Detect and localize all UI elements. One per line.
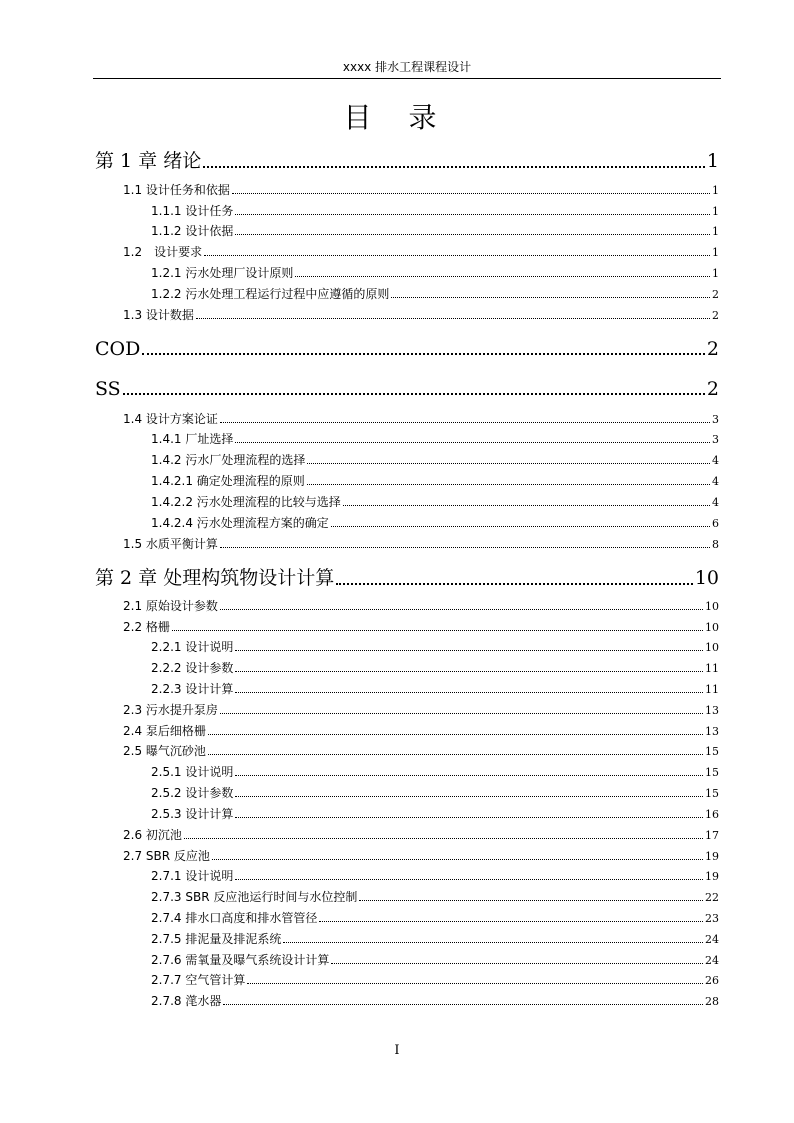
- toc-entry-label: 第 1 章 绪论: [95, 150, 202, 172]
- toc-entry[interactable]: [151, 493, 719, 510]
- toc-entry-label: 2.1 原始设计参数: [123, 599, 218, 613]
- toc-entry[interactable]: [151, 784, 719, 801]
- toc-entry[interactable]: [151, 951, 719, 968]
- toc-entry-page: 10: [705, 641, 719, 654]
- toc-leader-dots: [331, 963, 703, 964]
- toc-leader-dots: [235, 671, 703, 672]
- toc-leader-dots: [196, 318, 710, 319]
- toc-entry-page: 6: [712, 517, 719, 530]
- toc-leader-dots: [247, 983, 703, 984]
- toc-entry-label: 1.4.2.2 污水处理流程的比较与选择: [151, 495, 341, 509]
- toc-entry-label: 2.5 曝气沉砂池: [123, 744, 206, 758]
- toc-entry-label: 2.5.2 设计参数: [151, 786, 234, 800]
- toc-entry-label: 1.3 设计数据: [123, 308, 194, 322]
- toc-entry-label: 1.4.1 厂址选择: [151, 432, 234, 446]
- toc-entry[interactable]: [123, 597, 719, 614]
- toc-leader-dots: [220, 422, 710, 423]
- toc-entry-label: 1.4.2.1 确定处理流程的原则: [151, 474, 305, 488]
- toc-entry-label: 1.2.1 污水处理厂设计原则: [151, 266, 294, 280]
- toc-entry-label: 1.1 设计任务和依据: [123, 183, 230, 197]
- toc-entry-page: 28: [705, 995, 719, 1008]
- toc-leader-dots: [232, 193, 710, 194]
- toc-entry-page: 1: [712, 225, 719, 238]
- toc-entry-page: 16: [705, 808, 719, 821]
- toc-entry[interactable]: [151, 888, 719, 905]
- toc-leader-dots: [235, 234, 710, 235]
- toc-entry-label: 1.2 设计要求: [123, 245, 203, 259]
- toc-entry-page: 1: [712, 205, 719, 218]
- toc-entry-label: 2.3 污水提升泵房: [123, 703, 218, 717]
- toc-entry-page: 11: [705, 662, 719, 675]
- toc-leader-dots: [142, 353, 705, 355]
- toc-entry-label: 1.4.2.4 污水处理流程方案的确定: [151, 516, 329, 530]
- toc-entry-label: 2.7.5 排泥量及排泥系统: [151, 932, 282, 946]
- toc-leader-dots: [295, 276, 710, 277]
- toc-entry-label: 第 2 章 处理构筑物设计计算: [95, 567, 335, 589]
- toc-entry-page: 11: [705, 683, 719, 696]
- toc-entry-page: 8: [712, 538, 719, 551]
- toc-entry-label: 2.7.8 滗水器: [151, 994, 222, 1008]
- toc-entry-label: 2.7.4 排水口高度和排水管管径: [151, 911, 318, 925]
- toc-leader-dots: [172, 630, 703, 631]
- toc-entry[interactable]: [123, 181, 719, 198]
- toc-entry[interactable]: [151, 222, 719, 239]
- toc-entry-page: 4: [712, 496, 719, 509]
- toc-entry-page: 4: [712, 454, 719, 467]
- toc-entry-page: 10: [705, 600, 719, 613]
- toc-entry[interactable]: [151, 638, 719, 655]
- toc-entry[interactable]: [123, 826, 719, 843]
- toc-entry[interactable]: [123, 722, 719, 739]
- toc-entry-label: 2.5.1 设计说明: [151, 765, 234, 779]
- toc-entry-page: 13: [705, 704, 719, 717]
- toc-leader-dots: [235, 775, 703, 776]
- toc-entry[interactable]: [123, 306, 719, 323]
- toc-entry-page: 1: [712, 246, 719, 259]
- toc-leader-dots: [235, 650, 703, 651]
- toc-entry-page: 1: [712, 267, 719, 280]
- toc-entry-page: 15: [705, 766, 719, 779]
- toc-leader-dots: [235, 817, 703, 818]
- toc-entry[interactable]: [151, 971, 719, 988]
- toc-entry[interactable]: [95, 563, 719, 590]
- toc-entry-page: 10: [705, 621, 719, 634]
- page-header: xxxx 排水工程课程设计: [93, 58, 721, 79]
- toc-entry-page: 24: [705, 954, 719, 967]
- toc-entry[interactable]: [95, 338, 719, 360]
- toc-leader-dots: [307, 463, 710, 464]
- toc-entry-label: 1.1.1 设计任务: [151, 204, 234, 218]
- toc-entry[interactable]: [151, 659, 719, 676]
- toc-leader-dots: [220, 713, 703, 714]
- toc-leader-dots: [336, 583, 693, 585]
- toc-entry-page: 19: [705, 870, 719, 883]
- toc-leader-dots: [220, 547, 710, 548]
- toc-entry-label: 2.2.3 设计计算: [151, 682, 234, 696]
- toc-entry-page: 4: [712, 475, 719, 488]
- toc-entry[interactable]: [151, 763, 719, 780]
- toc-entry-label: 2.4 泵后细格栅: [123, 724, 206, 738]
- toc-entry[interactable]: [151, 930, 719, 947]
- page-number: I: [394, 1043, 400, 1058]
- toc-entry-page: 23: [705, 912, 719, 925]
- toc-leader-dots: [235, 214, 710, 215]
- toc-entry-label: 2.5.3 设计计算: [151, 807, 234, 821]
- toc-leader-dots: [123, 393, 705, 395]
- toc-entry[interactable]: [123, 701, 719, 718]
- toc-entry-label: 2.7.6 需氧量及曝气系统设计计算: [151, 953, 330, 967]
- toc-entry-label: 1.2.2 污水处理工程运行过程中应遵循的原则: [151, 287, 390, 301]
- toc-entry-page: 26: [705, 974, 719, 987]
- toc-leader-dots: [184, 838, 703, 839]
- toc-entry[interactable]: [151, 805, 719, 822]
- toc-leader-dots: [235, 796, 703, 797]
- toc-leader-dots: [391, 297, 710, 298]
- toc-entry-page: 2: [706, 338, 719, 360]
- toc-entry-label: 2.2.2 设计参数: [151, 661, 234, 675]
- toc-entry[interactable]: [123, 847, 719, 864]
- toc-leader-dots: [204, 255, 710, 256]
- toc-leader-dots: [331, 526, 710, 527]
- toc-entry[interactable]: [151, 680, 719, 697]
- toc-entry-page: 1: [712, 184, 719, 197]
- toc-entry[interactable]: [151, 430, 719, 447]
- toc-entry-label: 2.7 SBR 反应池: [123, 849, 210, 863]
- toc-entry-label: 1.5 水质平衡计算: [123, 537, 218, 551]
- toc-entry[interactable]: [151, 202, 719, 219]
- toc-entry-label: 1.4.2 污水厂处理流程的选择: [151, 453, 306, 467]
- toc-entry-label: COD: [95, 338, 141, 360]
- toc-entry[interactable]: [95, 378, 719, 400]
- toc-entry-label: 1.1.2 设计依据: [151, 224, 234, 238]
- toc-entry-label: 1.4 设计方案论证: [123, 412, 218, 426]
- toc-leader-dots: [235, 692, 703, 693]
- toc-entry-page: 3: [712, 413, 719, 426]
- toc-entry[interactable]: [123, 243, 719, 260]
- toc-entry[interactable]: [151, 514, 719, 531]
- toc-entry-label: 2.7.1 设计说明: [151, 869, 234, 883]
- toc-entry-page: 19: [705, 850, 719, 863]
- toc-entry[interactable]: [123, 742, 719, 759]
- toc-leader-dots: [283, 942, 703, 943]
- toc-entry[interactable]: [123, 535, 719, 552]
- toc-entry[interactable]: [151, 867, 719, 884]
- toc-entry-label: SS: [95, 378, 121, 400]
- toc-entry-label: 2.2.1 设计说明: [151, 640, 234, 654]
- toc-entry-page: 3: [712, 433, 719, 446]
- toc-entry[interactable]: [151, 451, 719, 468]
- toc-entry[interactable]: [95, 146, 719, 173]
- toc-leader-dots: [235, 879, 703, 880]
- toc-entry-page: 2: [712, 309, 719, 322]
- toc-entry-page: 10: [694, 567, 719, 589]
- toc-entry[interactable]: [151, 472, 719, 489]
- toc-entry-page: 2: [712, 288, 719, 301]
- toc-leader-dots: [319, 921, 703, 922]
- toc-entry-label: 2.7.3 SBR 反应池运行时间与水位控制: [151, 890, 358, 904]
- page-title: 目 录: [343, 101, 451, 134]
- toc-entry-page: 13: [705, 725, 719, 738]
- toc-leader-dots: [203, 166, 705, 168]
- toc-entry[interactable]: [123, 618, 719, 635]
- toc-entry[interactable]: [151, 992, 719, 1009]
- toc-entry[interactable]: [151, 264, 719, 281]
- toc-entry-page: 2: [706, 378, 719, 400]
- toc-leader-dots: [212, 859, 703, 860]
- toc-leader-dots: [223, 1004, 703, 1005]
- toc-entry-label: 2.2 格栅: [123, 620, 170, 634]
- toc-entry-label: 2.7.7 空气管计算: [151, 973, 246, 987]
- toc-entry-page: 22: [705, 891, 719, 904]
- toc-leader-dots: [343, 505, 710, 506]
- toc-leader-dots: [208, 734, 703, 735]
- toc-leader-dots: [208, 754, 703, 755]
- toc-entry-page: 15: [705, 787, 719, 800]
- toc-entry[interactable]: [151, 285, 719, 302]
- toc-entry-page: 17: [705, 829, 719, 842]
- toc-leader-dots: [220, 609, 703, 610]
- toc-entry-page: 1: [706, 150, 719, 172]
- toc-leader-dots: [235, 442, 710, 443]
- toc-entry-label: 2.6 初沉池: [123, 828, 182, 842]
- toc-entry[interactable]: [151, 909, 719, 926]
- toc-entry-page: 24: [705, 933, 719, 946]
- toc-entry-page: 15: [705, 745, 719, 758]
- toc-leader-dots: [307, 484, 710, 485]
- toc-entry[interactable]: [123, 410, 719, 427]
- toc-leader-dots: [359, 900, 703, 901]
